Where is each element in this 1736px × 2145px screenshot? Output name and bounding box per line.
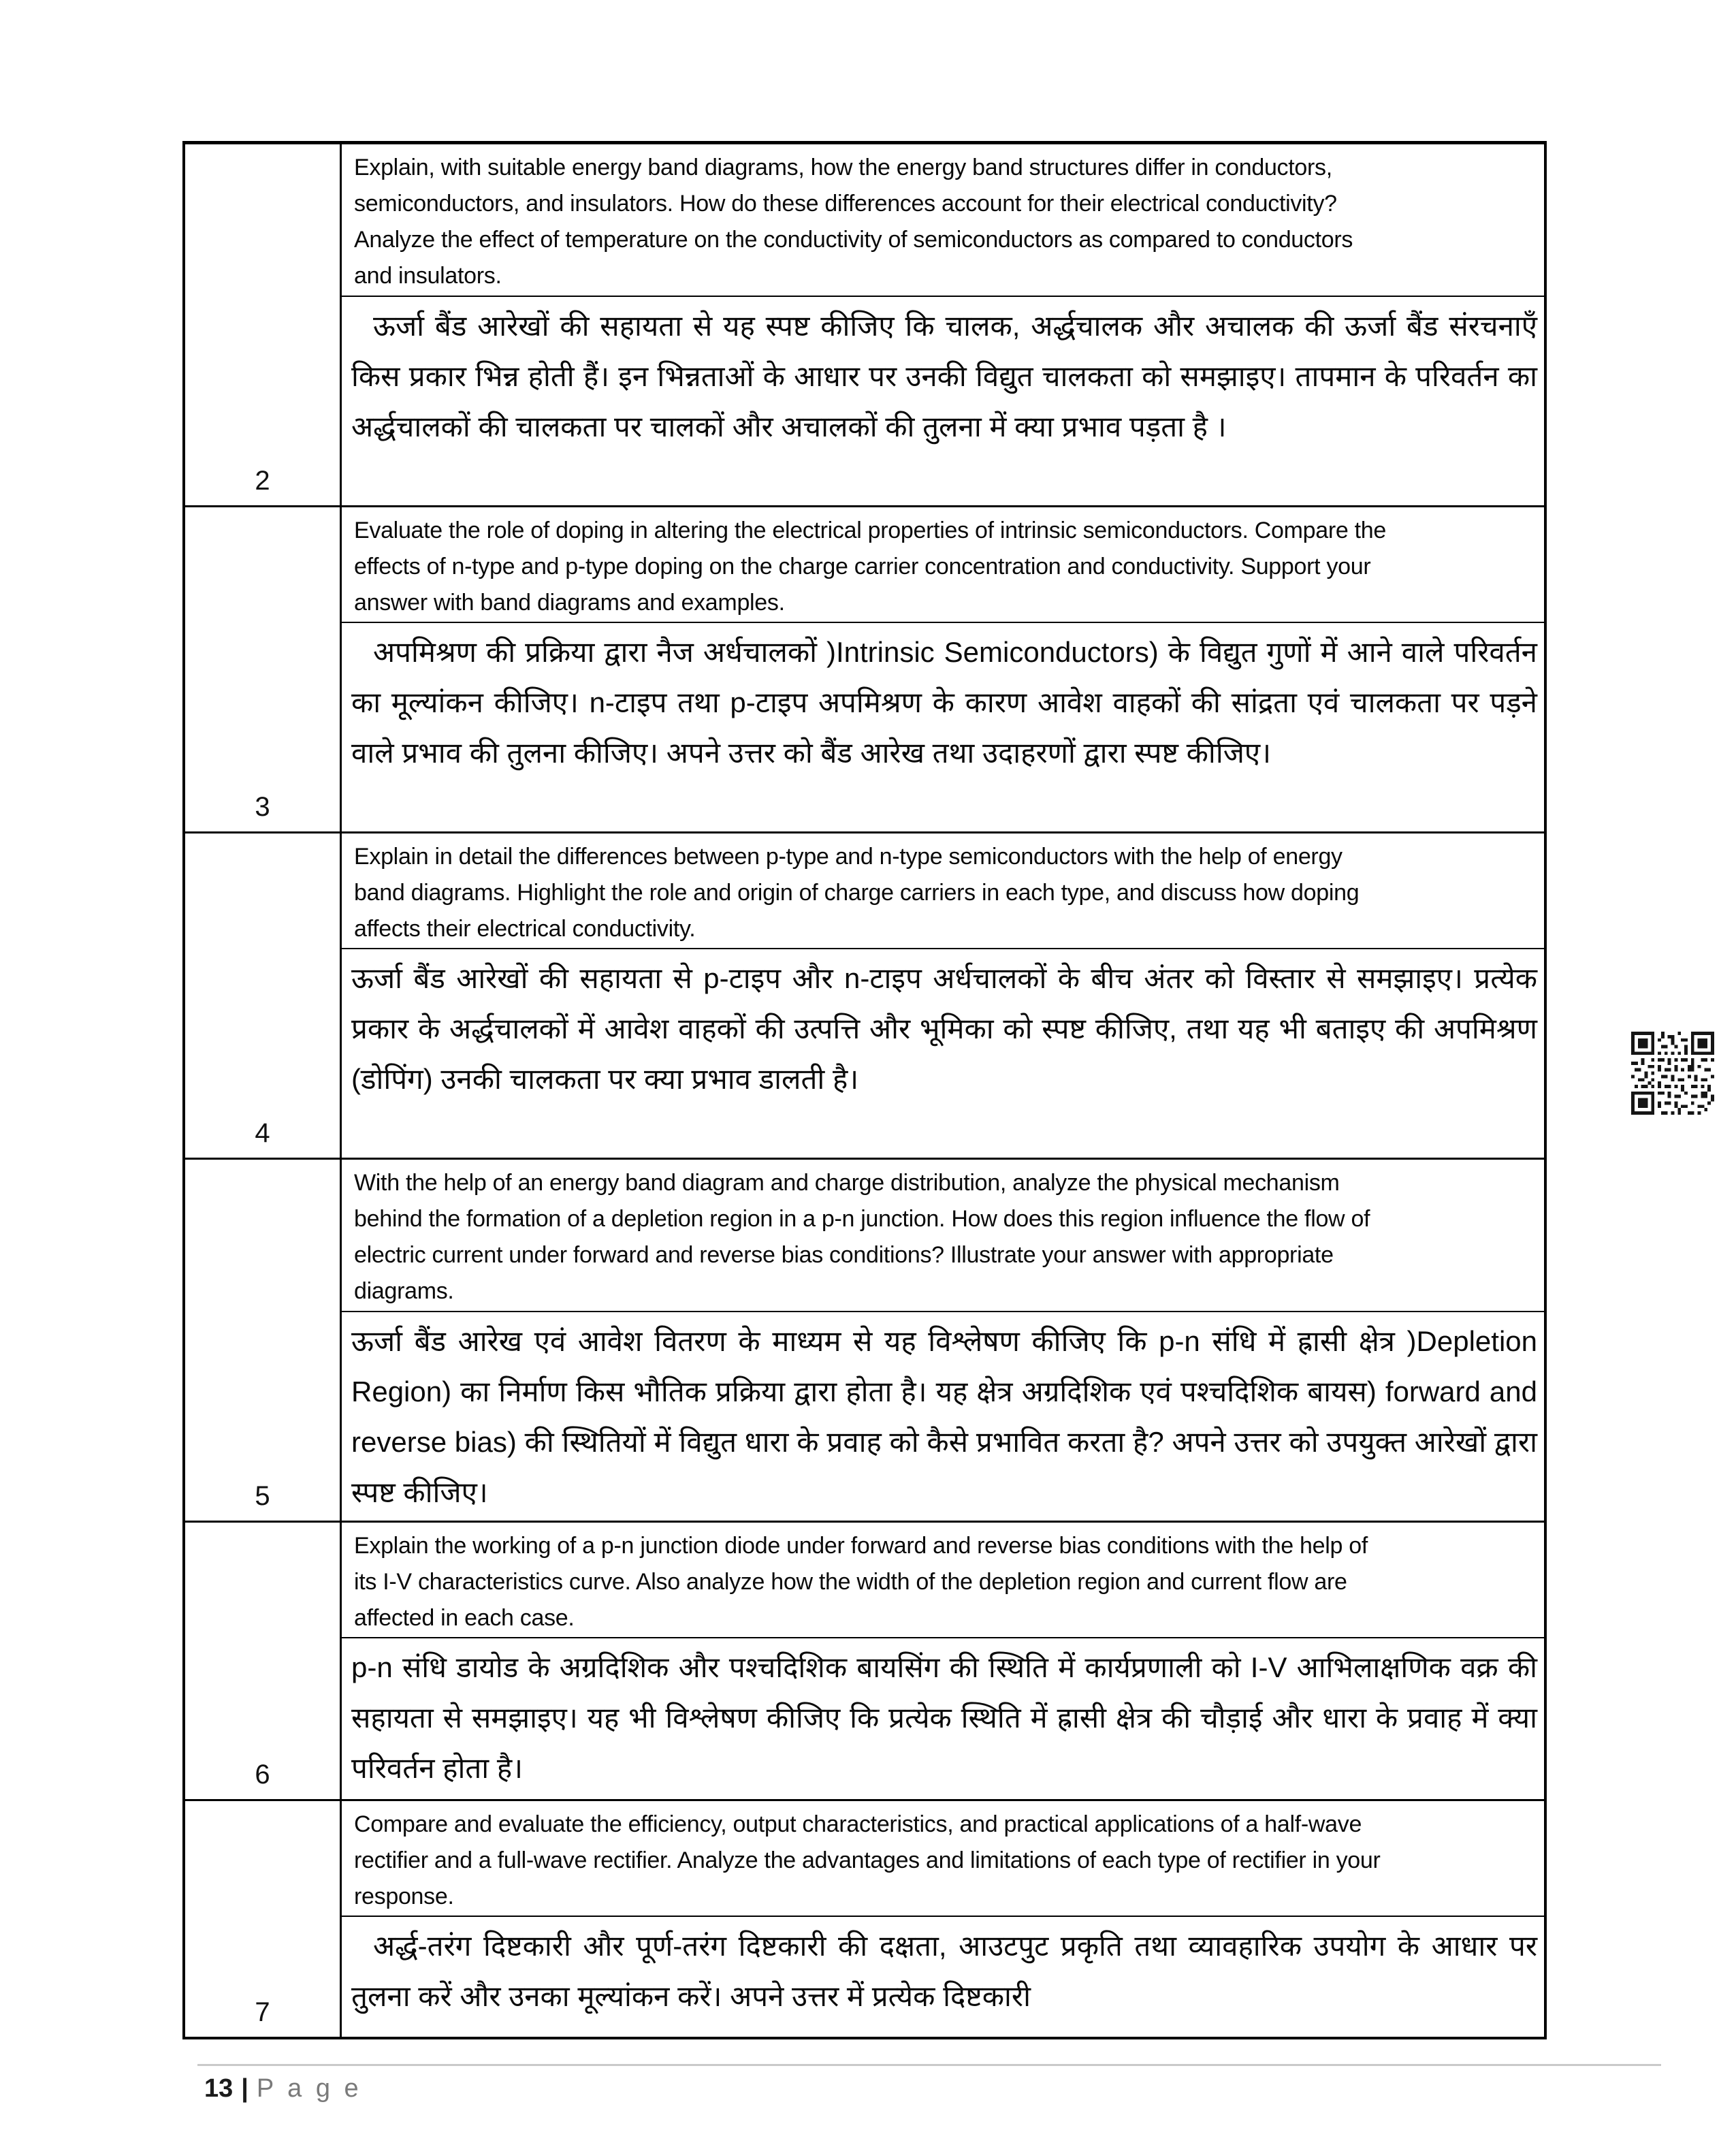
page-number: 13 <box>204 2074 234 2103</box>
question-number: 6 <box>185 1523 342 1799</box>
question-text-english: Compare and evaluate the efficiency, output characteristics, and practical applications of a half-wave rectifier and a full-wave rectifier. Analyze the advantages and limitations of each type of rectifier in your response. <box>342 1801 1544 1917</box>
question-cell <box>342 833 1544 1158</box>
question-number: 7 <box>185 1801 342 2037</box>
question-row <box>185 505 1544 831</box>
question-cell <box>342 1801 1544 2037</box>
question-text-english: Explain in detail the differences between p-type and n-type semiconductors with the help of energy band diagrams. Highlight the role and origin of charge carriers in each type, and discuss how doping affects their electrical conductivity. <box>342 833 1544 949</box>
question-text-hindi: ऊर्जा बैंड आरेखों की सहायता से यह स्पष्ट कीजिए कि चालक, अर्द्धचालक और अचालक की ऊर्जा बैंड संरचनाएँ किस प्रकार भिन्न होती हैं। इन भिन्नताओं के आधार पर उनकी विद्युत चालकता को समझाइए। तापमान के परिवर्तन का अर्द्धचालकों की चालकता पर चालकों और अचालकों की तुलना में क्या प्रभाव पड़ता है । <box>351 310 1537 443</box>
question-text-english: Evaluate the role of doping in altering the electrical properties of intrinsic semiconductors. Compare the effects of n-type and p-type doping on the charge carrier concentration and conductivity. Support your answer with band diagrams and examples. <box>342 507 1544 623</box>
question-cell <box>342 144 1544 505</box>
page-label: P a g e <box>256 2074 362 2103</box>
question-number: 2 <box>185 144 342 505</box>
question-number: 5 <box>185 1160 342 1521</box>
footer-rule <box>197 2064 1661 2066</box>
question-row <box>185 1799 1544 2037</box>
question-table <box>182 141 1547 2039</box>
question-text-english: Explain, with suitable energy band diagrams, how the energy band structures differ in conductors, semiconductors, and insulators. How do these differences account for their electrical conductivity? Analyze the effect of temperature on the conductivity of semiconductors as compared to conductors and insulators. <box>342 144 1544 297</box>
question-text-hindi: ऊर्जा बैंड आरेखों की सहायता से p-टाइप और n-टाइप अर्धचालकों के बीच अंतर को विस्तार से समझाइए। प्रत्येक प्रकार के अर्द्धचालकों में आवेश वाहकों की उत्पत्ति और भूमिका को स्पष्ट कीजिए, तथा यह भी बताइए की अपमिश्रण (डोपिंग) उनकी चालकता पर क्या प्रभाव डालती है। <box>351 962 1537 1095</box>
qr-code <box>1631 1032 1714 1115</box>
footer-separator: | <box>241 2074 248 2103</box>
question-row <box>185 144 1544 505</box>
question-text-english: Explain the working of a p-n junction diode under forward and reverse bias conditions with the help of its I-V characteristics curve. Also analyze how the width of the depletion region and current flow are affected in each case. <box>342 1523 1544 1638</box>
question-text-english: With the help of an energy band diagram and charge distribution, analyze the physical mechanism behind the formation of a depletion region in a p-n junction. How does this region influence the flow of electric current under forward and reverse bias conditions? Illustrate your answer with appropriate diagrams. <box>342 1160 1544 1312</box>
question-number: 3 <box>185 507 342 831</box>
question-row <box>185 1158 1544 1521</box>
question-number: 4 <box>185 833 342 1158</box>
question-cell <box>342 507 1544 831</box>
question-text-hindi: अपमिश्रण की प्रक्रिया द्वारा नैज अर्धचालकों )Intrinsic Semiconductors) के विद्युत गुणों में आने वाले परिवर्तन का मूल्यांकन कीजिए। n-टाइप तथा p-टाइप अपमिश्रण के कारण आवेश वाहकों की सांद्रता एवं चालकता पर पड़ने वाले प्रभाव की तुलना कीजिए। अपने उत्तर को बैंड आरेख तथा उदाहरणों द्वारा स्पष्ट कीजिए। <box>351 636 1537 769</box>
question-text-hindi: p-n संधि डायोड के अग्रदिशिक और पश्चदिशिक बायसिंग की स्थिति में कार्यप्रणाली को I-V आभिलाक्षणिक वक्र की सहायता से समझाइए। यह भी विश्लेषण कीजिए कि प्रत्येक स्थिति में ह्रासी क्षेत्र की चौड़ाई और धारा के प्रवाह में क्या परिवर्तन होता है। <box>351 1651 1537 1784</box>
question-text-hindi: अर्द्ध-तरंग दिष्टकारी और पूर्ण-तरंग दिष्टकारी की दक्षता, आउटपुट प्रकृति तथा व्यावहारिक उपयोग के आधार पर तुलना करें और उनका मूल्यांकन करें। अपने उत्तर में प्रत्येक दिष्टकारी <box>351 1930 1537 2012</box>
question-row <box>185 831 1544 1158</box>
question-cell <box>342 1160 1544 1521</box>
question-cell <box>342 1523 1544 1799</box>
footer <box>204 2073 362 2104</box>
question-text-hindi: ऊर्जा बैंड आरेख एवं आवेश वितरण के माध्यम से यह विश्लेषण कीजिए कि p-n संधि में ह्रासी क्षेत्र )Depletion Region) का निर्माण किस भौतिक प्रक्रिया द्वारा होता है। यह क्षेत्र अग्रदिशिक एवं पश्चदिशिक बायस) forward and reverse bias) की स्थितियों में विद्युत धारा के प्रवाह को कैसे प्रभावित करता है? अपने उत्तर को उपयुक्त आरेखों द्वारा स्पष्ट कीजिए। <box>351 1325 1537 1508</box>
question-row <box>185 1521 1544 1799</box>
